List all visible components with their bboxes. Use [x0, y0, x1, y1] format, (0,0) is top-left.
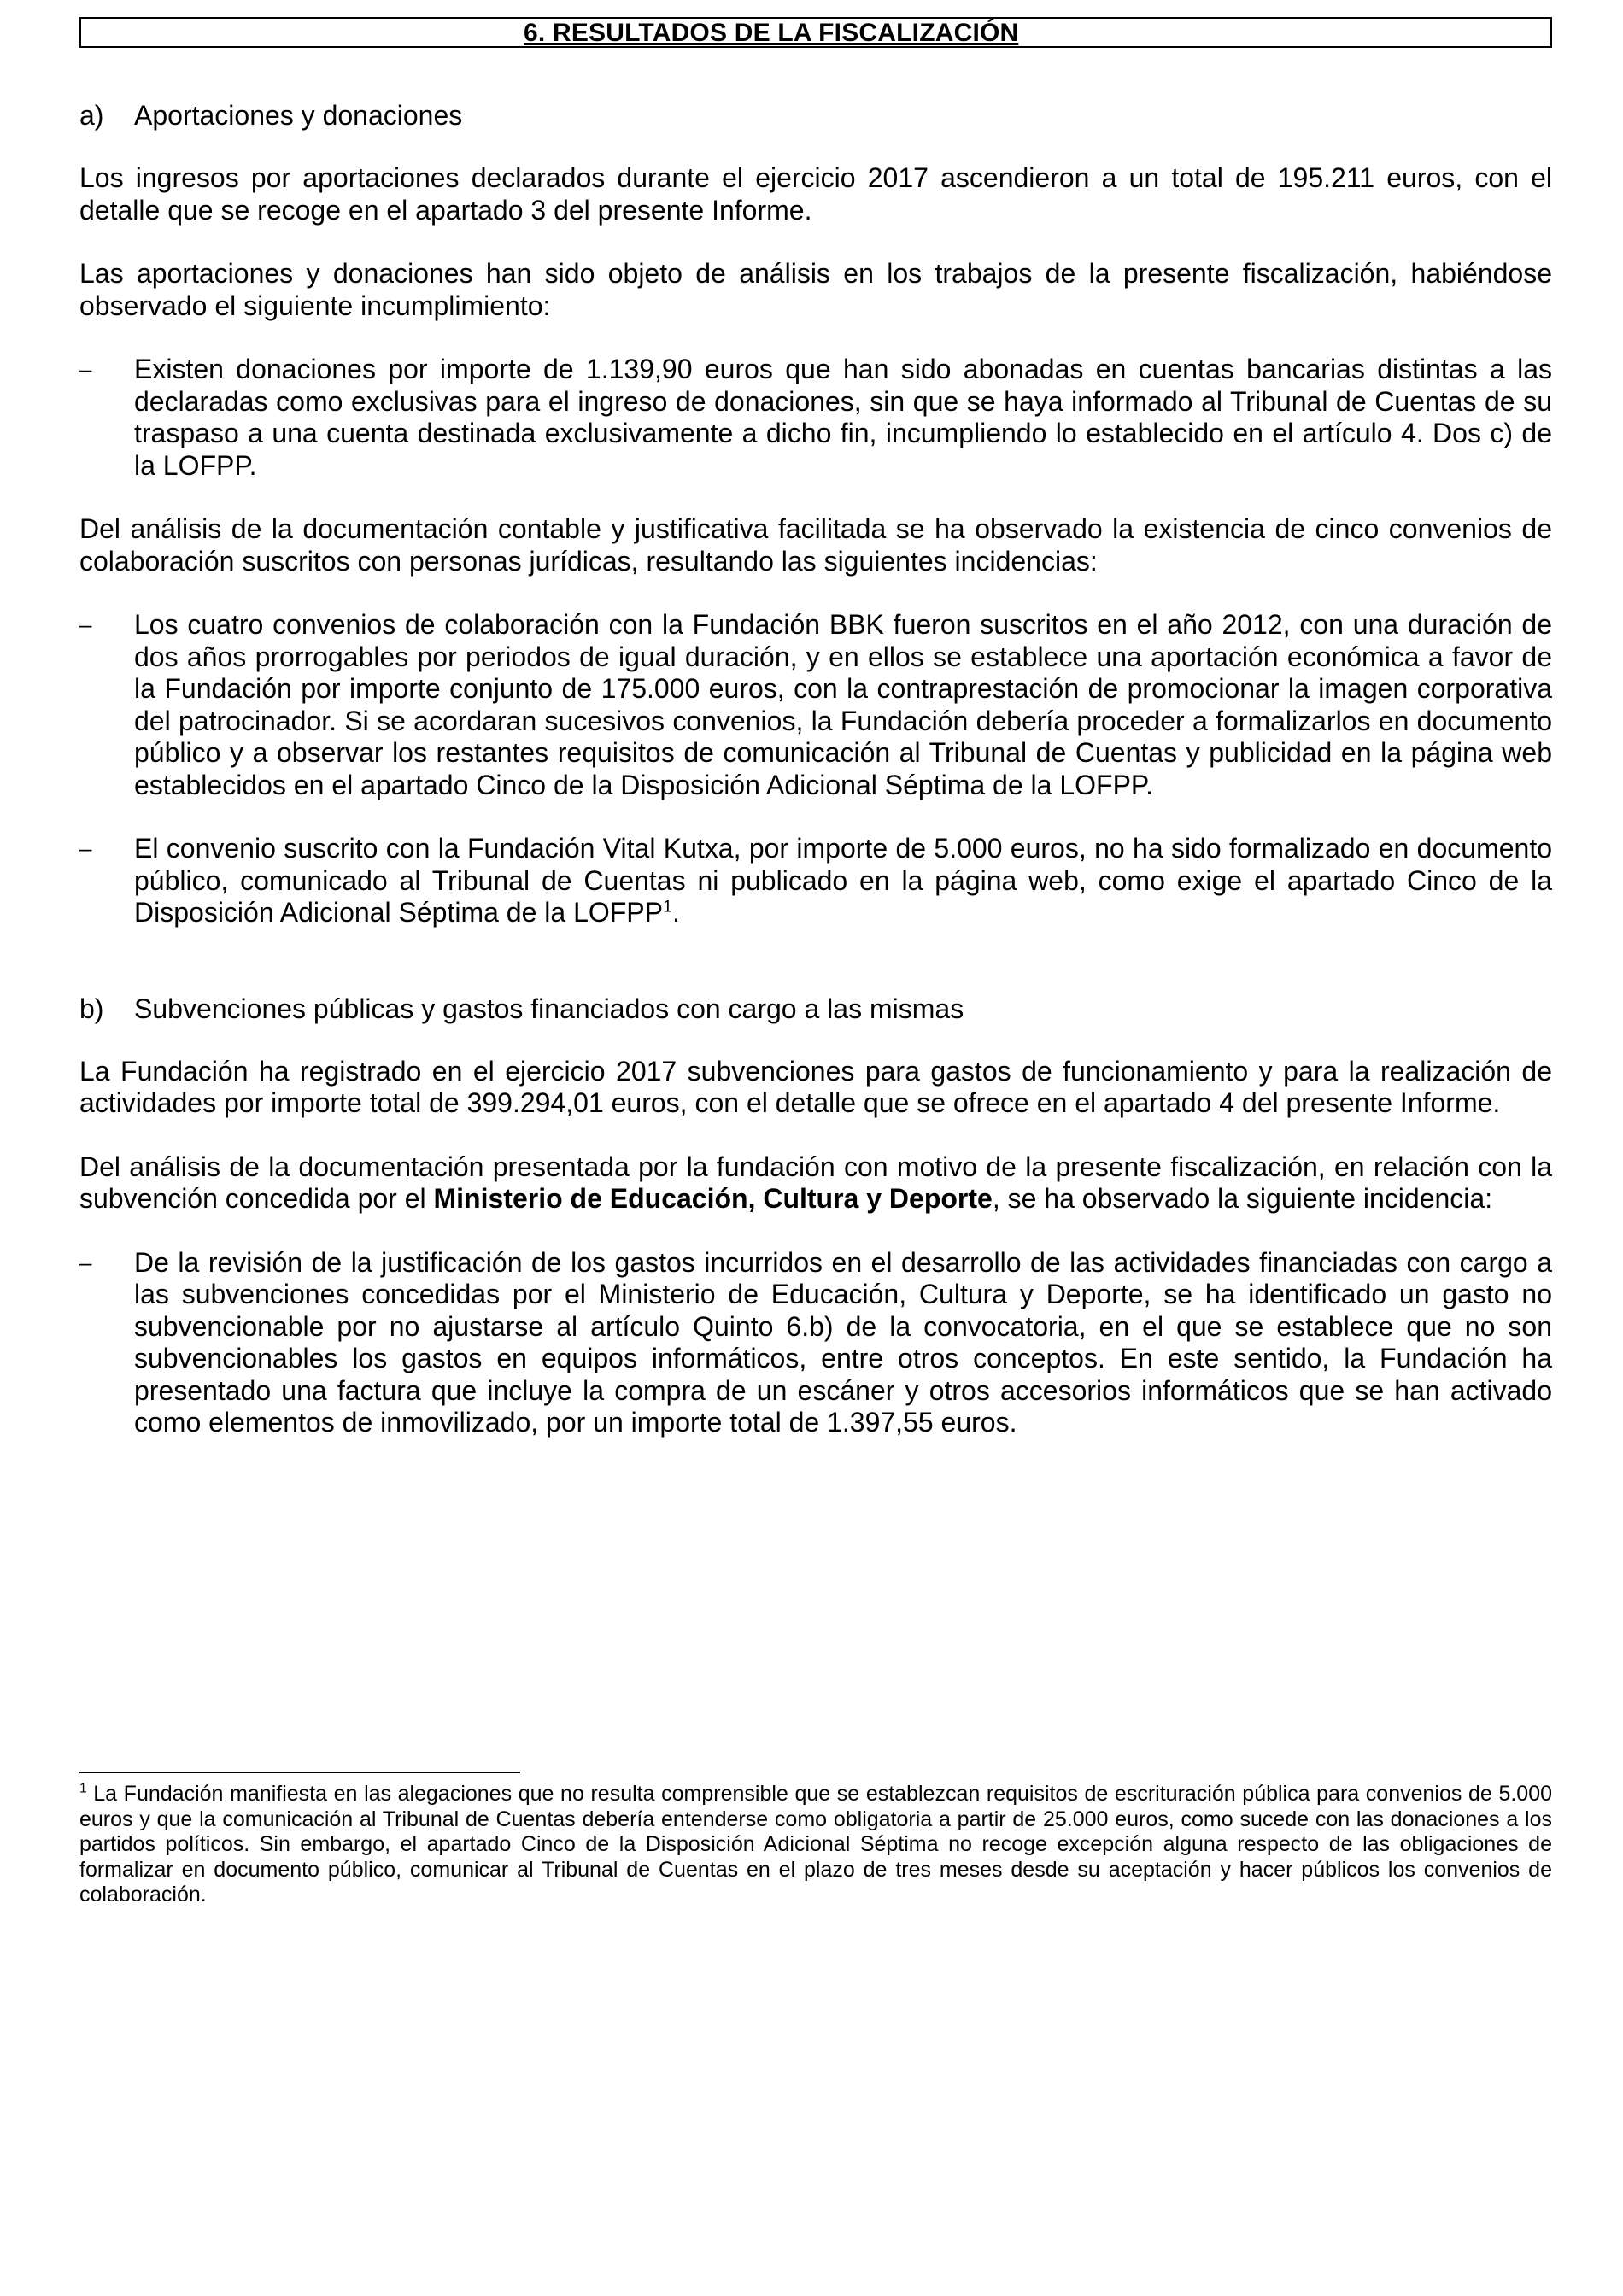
- bullet-a3-text: [134, 833, 1552, 929]
- paragraph-b2-end: , se ha observado la siguiente incidencia:: [992, 1183, 1493, 1214]
- footnote-text: La Fundación manifiesta en las alegaciones que no resulta comprensible que se establezcan requisitos de escrituración pública para convenios de 5.000 euros y que la comunicación al Tribunal de Cuentas debería entenderse como obligatoria a partir de 25.000 euros, como sucede con las donaciones a los partidos políticos. Sin embargo, el apartado Cinco de la Disposición Adicional Séptima no recoge excepción alguna respecto de las obligaciones de formalizar en documento público, comunicar al Tribunal de Cuentas en el plazo de tres meses desde su aceptación y hacer públicos los convenios de colaboración.: [79, 1782, 1552, 1906]
- bullet-b1-text: De la revisión de la justificación de los gastos incurridos en el desarrollo de las actividades financiadas con cargo a las subvenciones concedidas por el Ministerio de Educación, Cultura y Deporte, se ha identificado un gasto no subvencionable por no ajustarse al artículo Quinto 6.b) de la convocatoria, en el que se establece que no son subvencionables los gastos en equipos informáticos, entre otros conceptos. En este sentido, la Fundación ha presentado una factura que incluye la compra de un escáner y otros accesorios informáticos que se han activado como elementos de inmovilizado, por un importe total de 1.397,55 euros.: [134, 1246, 1552, 1438]
- section-title: 6. RESULTADOS DE LA FISCALIZACIÓN: [524, 19, 1019, 47]
- subsection-b-heading: [79, 993, 1552, 1025]
- bullet-dash: –: [79, 835, 92, 861]
- subsection-a-title: Aportaciones y donaciones: [134, 100, 463, 131]
- subsection-a-heading: [79, 99, 1552, 132]
- footnote: [79, 1782, 1552, 1908]
- bullet-dash: –: [79, 612, 92, 637]
- footnote-reference[interactable]: 1: [662, 897, 673, 917]
- paragraph-a3: Del análisis de la documentación contable y justificativa facilitada se ha observado la existencia de cinco convenios de colaboración suscritos con personas jurídicas, resultando las siguientes incidencias:: [79, 513, 1552, 577]
- subsection-b-title: Subvenciones públicas y gastos financiados con cargo a las mismas: [134, 993, 964, 1024]
- bullet-a3-body: El convenio suscrito con la Fundación Vital Kutxa, por importe de 5.000 euros, no ha sido formalizado en documento público, comunicado al Tribunal de Cuentas ni publicado en la página web, como exige el apartado Cinco de la Disposición Adicional Séptima de la LOFPP: [134, 833, 1552, 928]
- bullet-b1: [79, 1247, 1552, 1439]
- paragraph-a2: Las aportaciones y donaciones han sido objeto de análisis en los trabajos de la presente fiscalización, habiéndose observado el siguiente incumplimiento:: [79, 258, 1552, 321]
- paragraph-b1: La Fundación ha registrado en el ejercicio 2017 subvenciones para gastos de funcionamiento y para la realización de actividades por importe total de 399.294,01 euros, con el detalle que se ofrece en el apartado 4 del presente Informe.: [79, 1055, 1552, 1118]
- paragraph-b2-start: Del análisis de la documentación presentada por la fundación con motivo de la presente fiscalización, en relación con la subvención concedida por el: [79, 1151, 1552, 1214]
- footnote-number: 1: [79, 1781, 87, 1796]
- document-page: [79, 17, 1552, 1439]
- bullet-a1: [79, 354, 1552, 482]
- paragraph-a1: Los ingresos por aportaciones declarados durante el ejercicio 2017 ascendieron a un total de 195.211 euros, con el detalle que se recoge en el apartado 3 del presente Informe.: [79, 162, 1552, 226]
- paragraph-b2: [79, 1151, 1552, 1215]
- section-header-box: [79, 17, 1552, 48]
- ministry-name: Ministerio de Educación, Cultura y Deporte: [433, 1183, 993, 1214]
- bullet-a2: [79, 609, 1552, 801]
- bullet-dash: –: [79, 1249, 92, 1275]
- subsection-a-marker: a): [79, 100, 104, 131]
- bullet-a3: [79, 833, 1552, 929]
- subsection-b-marker: b): [79, 993, 104, 1024]
- bullet-a2-text: Los cuatro convenios de colaboración con la Fundación BBK fueron suscritos en el año 2012, con una duración de dos años prorrogables por periodos de igual duración, y en ellos se establece una aportación económica a favor de la Fundación por importe conjunto de 175.000 euros, con la contraprestación de promocionar la imagen corporativa del patrocinador. Si se acordaran sucesivos convenios, la Fundación debería proceder a formalizarlos en documento público y a observar los restantes requisitos de comunicación al Tribunal de Cuentas y publicidad en la página web establecidos en el apartado Cinco de la Disposición Adicional Séptima de la LOFPP.: [134, 609, 1552, 800]
- bullet-dash: –: [79, 356, 92, 382]
- bullet-a1-text: Existen donaciones por importe de 1.139,90 euros que han sido abonadas en cuentas bancarias distintas a las declaradas como exclusivas para el ingreso de donaciones, sin que se haya informado al Tribunal de Cuentas de su traspaso a una cuenta destinada exclusivamente a dicho fin, incumpliendo lo establecido en el artículo 4. Dos c) de la LOFPP.: [134, 354, 1552, 481]
- footnote-separator: [79, 1772, 520, 1773]
- bullet-a3-end: .: [672, 897, 680, 928]
